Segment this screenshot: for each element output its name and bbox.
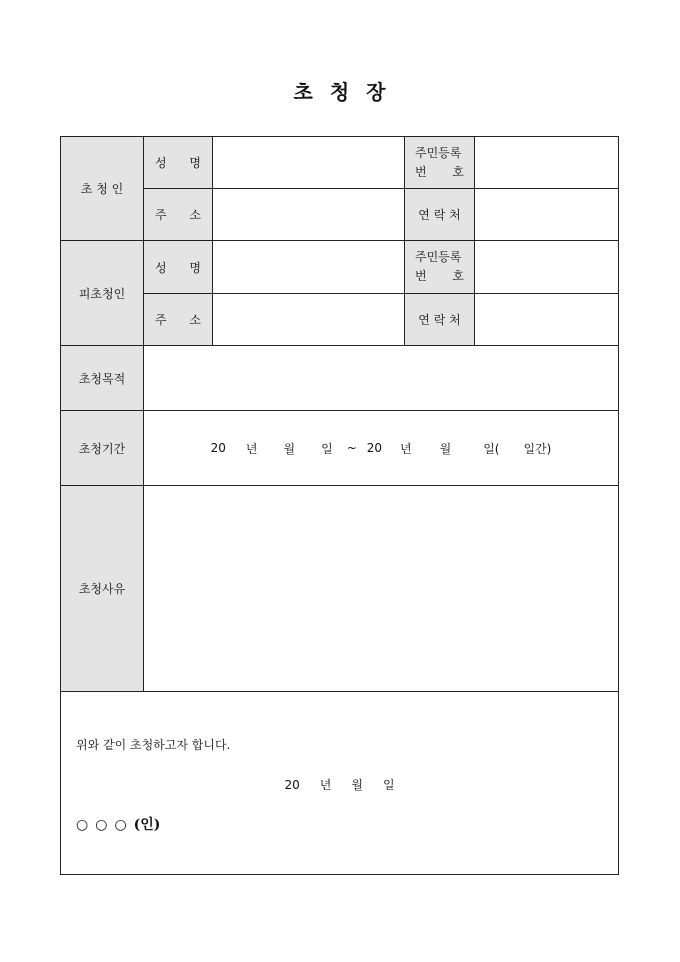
date-part: 년 [319, 778, 332, 792]
inviter-address-label [144, 189, 213, 241]
period-part: ~ [346, 441, 357, 455]
period-part: 년 [400, 441, 412, 456]
invitee-address-label [144, 294, 213, 346]
invitee-id-label [405, 241, 475, 294]
invitee-address-field[interactable] [213, 294, 405, 346]
period-part: 월 [439, 441, 452, 456]
label-char: 호 [452, 269, 464, 283]
inviter-address-field[interactable] [213, 189, 405, 241]
label-char: 소 [189, 208, 201, 222]
inviter-row-address [61, 189, 619, 241]
label-char: 주 [155, 208, 167, 222]
invitee-id-field[interactable] [475, 241, 619, 294]
period-part: 20 [210, 441, 226, 455]
invitee-label: 피초청인 [61, 241, 144, 346]
inviter-contact-field[interactable] [475, 189, 619, 241]
inviter-name-field[interactable] [213, 137, 405, 189]
invitee-row-address [61, 294, 619, 346]
sign-mark: ○ [114, 817, 127, 833]
label-char: 주 [155, 313, 167, 327]
id-label-line1: 주민등록 [415, 145, 462, 160]
closing-cell [61, 692, 619, 875]
inviter-id-field[interactable] [475, 137, 619, 189]
date-part: 일 [382, 778, 395, 792]
period-label: 초청기간 [61, 411, 144, 486]
label-char: 소 [189, 313, 201, 327]
period-part: 20 [366, 441, 383, 455]
label-char: 성 [155, 260, 167, 275]
reason-field[interactable] [144, 486, 619, 692]
invitation-form-table [60, 136, 619, 875]
inviter-id-label [405, 137, 475, 189]
reason-row [61, 486, 619, 692]
label-char: 호 [452, 164, 464, 179]
purpose-label: 초청목적 [61, 346, 144, 411]
signature-line [76, 814, 167, 834]
document-title [0, 76, 680, 105]
seal-text: (인) [133, 817, 161, 833]
label-char: 명 [189, 156, 201, 170]
closing-statement: 위와 같이 초청하고자 합니다. [76, 738, 231, 752]
date-part: 월 [351, 778, 363, 792]
period-part: 년 [245, 441, 258, 456]
period-part: 일( [483, 441, 500, 456]
purpose-row [61, 346, 619, 411]
period-row [61, 411, 619, 486]
closing-date [61, 776, 618, 793]
reason-label: 초청사유 [61, 486, 144, 692]
purpose-field[interactable] [144, 346, 619, 411]
label-char: 번 [415, 164, 427, 179]
period-part: 일 [321, 441, 333, 456]
period-text [211, 440, 552, 457]
sign-mark: ○ [95, 817, 108, 833]
date-part: 20 [284, 778, 300, 792]
title-char: 장 [366, 80, 387, 104]
closing-row [61, 692, 619, 875]
inviter-row-name [61, 137, 619, 189]
title-char: 초 [293, 80, 314, 104]
invitee-row-name [61, 241, 619, 294]
label-char: 번 [415, 269, 427, 283]
invitee-contact-label: 연 락 처 [405, 294, 475, 346]
inviter-name-label [144, 137, 213, 189]
invitee-contact-field[interactable] [475, 294, 619, 346]
inviter-label: 초 청 인 [61, 137, 144, 241]
inviter-contact-label: 연 락 처 [405, 189, 475, 241]
id-label-line1: 주민등록 [415, 250, 462, 264]
invitee-name-field[interactable] [213, 241, 405, 294]
label-char: 성 [155, 156, 167, 170]
sign-mark: ○ [76, 817, 89, 833]
period-part: 일간) [523, 441, 552, 456]
label-char: 명 [189, 260, 201, 275]
period-field[interactable] [144, 411, 619, 486]
invitee-name-label [144, 241, 213, 294]
title-char: 청 [329, 80, 351, 104]
period-part: 월 [283, 441, 296, 456]
